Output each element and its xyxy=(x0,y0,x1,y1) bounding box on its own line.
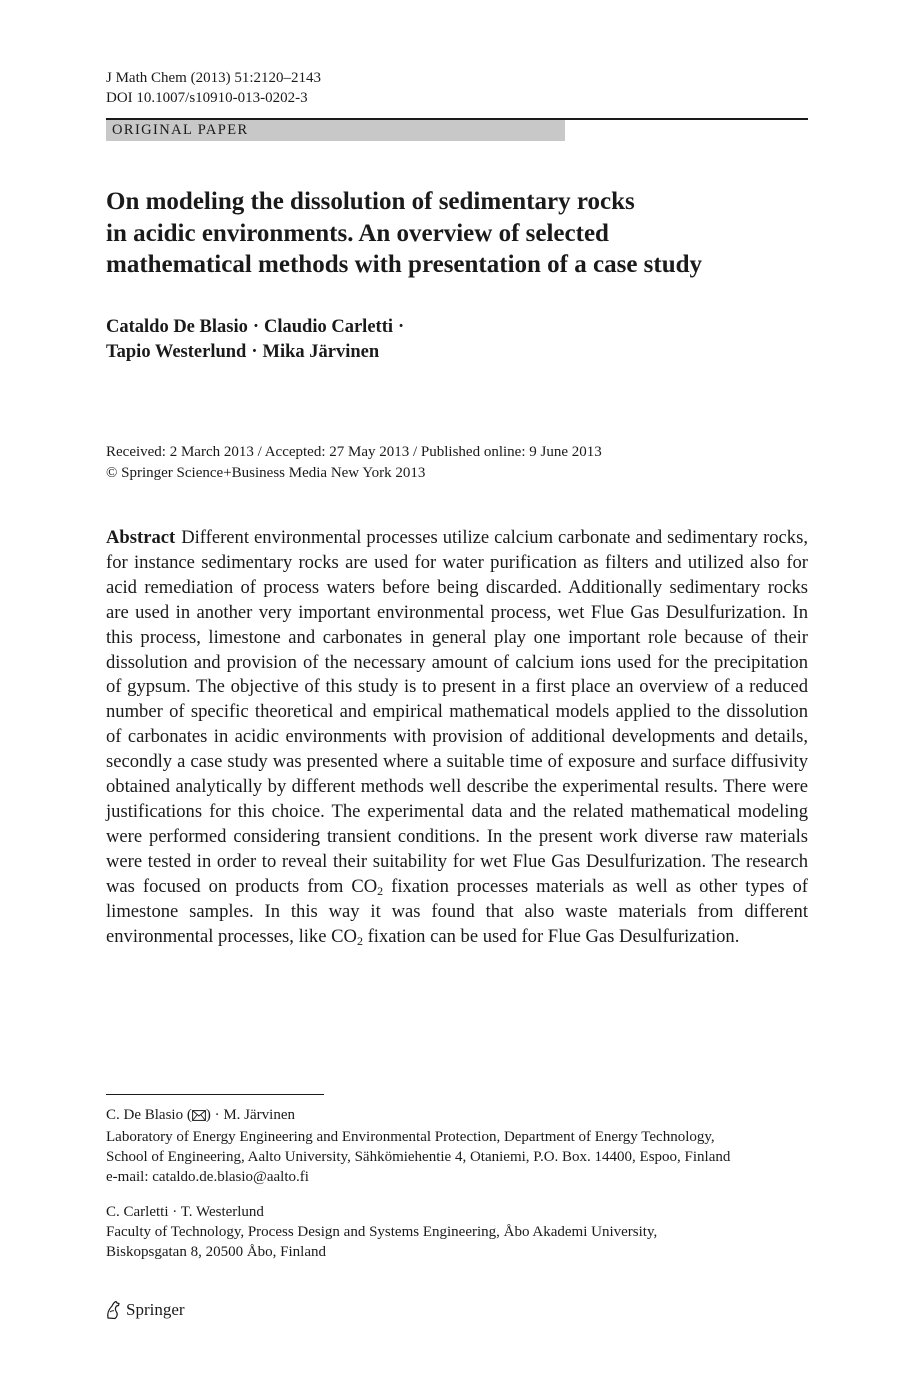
springer-horse-icon xyxy=(104,1300,122,1320)
abstract-text: fixation processes materials as well as other types of limestone samples. In this way it was found that also waste materials from different environmental processes, like CO xyxy=(106,875,809,947)
paper-title xyxy=(106,186,806,281)
author-list xyxy=(106,315,409,365)
abstract-text: Different environmental processes utilize calcium carbonate and sedimentary rocks, for instance sedimentary rocks are used for water purification as filters and utilized also for acid remediation of process waters before being discarded. Additionally sedimentary rocks are used in another very important environmental process, wet Flue Gas Desulfurization. In this process, limestone and carbonates in general play one important role because of their dissolution and provision of the necessary amount of calcium ions used for the precipitation of gypsum. The objective of this study is to present in a first place an overview of a reduced number of specific theoretical and empirical mathematical models applied to the dissolution of carbonates in acidic environments with provision of additional developments and details, secondly a case study was presented where a suitable time of exposure and surface diffusivity obtained analytically by different methods well describe the experimental results. There were justifications for this choice. The experimental data and the related mathematical modeling were performed considering transient conditions. In the present work diverse raw materials were tested in order to reveal their suitability for wet Flue Gas Desulfurization. The research was focused on products from CO xyxy=(106,527,808,897)
affiliation-block xyxy=(106,1202,808,1262)
title-line: in acidic environments. An overview of selected xyxy=(106,219,609,247)
footnote-rule xyxy=(106,1094,324,1095)
subscript: 2 xyxy=(377,883,384,898)
affiliation-block xyxy=(106,1105,808,1187)
affiliation-address: School of Engineering, Aalto University, Sähkömiehentie 4, Otaniemi, P.O. Box. 14400, Espoo, Finland xyxy=(106,1149,731,1165)
paper-type-banner: ORIGINAL PAPER xyxy=(106,120,565,141)
author-name[interactable]: Mika Järvinen xyxy=(262,342,380,362)
abstract-text: fixation can be used for Flue Gas Desulfurization. xyxy=(362,925,740,947)
journal-header xyxy=(106,68,321,108)
title-line: On modeling the dissolution of sedimentary rocks xyxy=(106,188,635,215)
publication-dates: Received: 2 March 2013 / Accepted: 27 May 2013 / Published online: 9 June 2013 xyxy=(106,444,602,460)
author-separator: · xyxy=(251,342,258,362)
author-separator: · xyxy=(398,317,405,337)
copyright-notice: © Springer Science+Business Media New York 2013 xyxy=(106,465,426,481)
publisher-footer xyxy=(104,1299,185,1321)
envelope-icon[interactable] xyxy=(192,1107,206,1127)
affiliation-address: Biskopsgatan 8, 20500 Åbo, Finland xyxy=(106,1244,326,1260)
affiliation-names: C. Carletti · T. Westerlund xyxy=(106,1204,264,1220)
email-address[interactable]: e-mail: cataldo.de.blasio@aalto.fi xyxy=(106,1169,309,1185)
author-separator: · xyxy=(252,317,260,337)
doi[interactable]: DOI 10.1007/s10910-013-0202-3 xyxy=(106,90,308,106)
author-name[interactable]: Cataldo De Blasio xyxy=(106,317,248,337)
affiliation-names: C. De Blasio ( ) · M. Järvinen xyxy=(106,1105,808,1127)
author-name[interactable]: Claudio Carletti xyxy=(264,317,393,337)
publication-history xyxy=(106,442,602,484)
journal-citation: J Math Chem (2013) 51:2120–2143 xyxy=(106,70,321,86)
affiliation-address: Faculty of Technology, Process Design and Systems Engineering, Åbo Akademi University, xyxy=(106,1224,658,1240)
publisher-name: Springer xyxy=(126,1300,185,1319)
affiliation-address: Laboratory of Energy Engineering and Environmental Protection, Department of Energy Technology, xyxy=(106,1129,715,1145)
abstract xyxy=(106,526,808,949)
subscript: 2 xyxy=(356,933,363,948)
title-line: mathematical methods with presentation of a case study xyxy=(106,251,703,278)
author-name[interactable]: Tapio Westerlund xyxy=(106,342,247,362)
abstract-heading: Abstract xyxy=(106,527,176,548)
